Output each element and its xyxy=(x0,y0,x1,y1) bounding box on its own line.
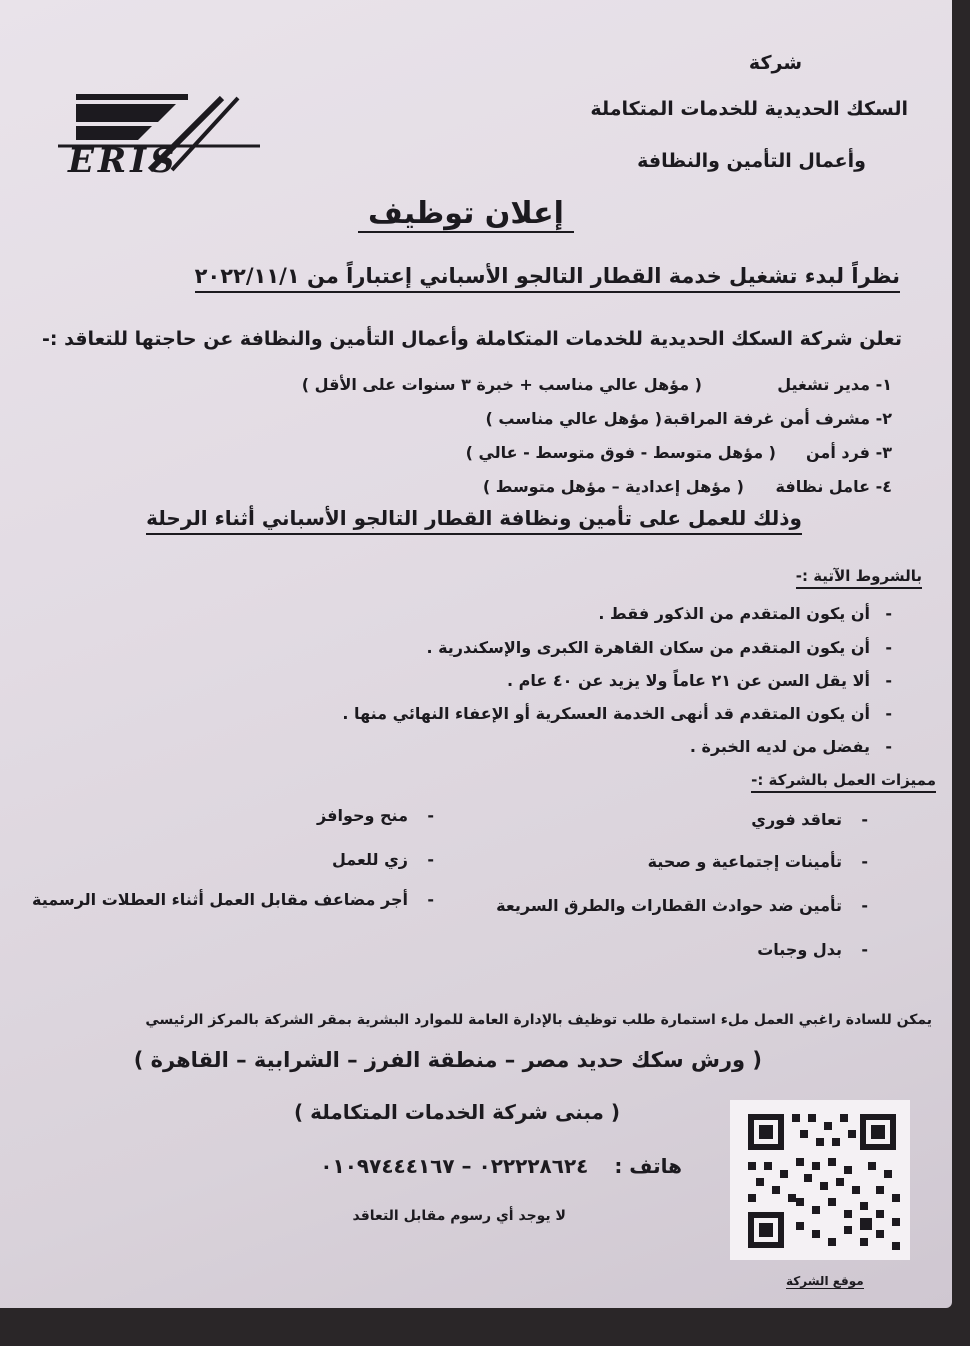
job-name: ٢- مشرف أمن غرفة المراقبة xyxy=(663,409,892,428)
conditions-title-text: بالشروط الآتية :- xyxy=(796,567,922,589)
benefit-text: تأمين ضد حوادث القطارات والطرق السريعة xyxy=(496,896,842,915)
benefit-text: زي للعمل xyxy=(331,850,408,869)
benefit-text: بدل وجبات xyxy=(757,940,842,959)
job-qualification: ( مؤهل عالي مناسب ) xyxy=(485,409,662,428)
job-qualification: ( مؤهل إعدادية – مؤهل متوسط ) xyxy=(482,477,744,496)
condition-item: -أن يكون المتقدم قد أنهى الخدمة العسكرية أو الإعفاء النهائي منها . xyxy=(342,704,892,723)
subheadline-text: نظراً لبدء تشغيل خدمة القطار التالجو الأسباني إعتباراً من ٢٠٢٢/١١/١ xyxy=(195,264,900,293)
job-qualification: ( مؤهل متوسط - فوق متوسط - عالي ) xyxy=(465,443,776,462)
eris-logo xyxy=(48,92,270,178)
qr-label: موقع الشركة xyxy=(786,1274,864,1288)
condition-text: أن يكون المتقدم قد أنهى الخدمة العسكرية أو الإعفاء النهائي منها . xyxy=(342,704,870,723)
phone-line xyxy=(320,1154,682,1178)
condition-item: -أن يكون المتقدم من الذكور فقط . xyxy=(598,604,892,623)
benefit-item: -زي للعمل xyxy=(331,850,434,869)
condition-text: أن يكون المتقدم من الذكور فقط . xyxy=(598,604,870,623)
benefit-text: تعاقد فوري xyxy=(751,810,842,829)
headline-text: إعلان توظيف xyxy=(358,196,574,233)
intro-text: تعلن شركة السكك الحديدية للخدمات المتكاملة وأعمال التأمين والنظافة عن حاجتها للتعاقد :- xyxy=(42,328,902,350)
benefit-text: تأمينات إجتماعية و صحية xyxy=(647,852,842,871)
benefit-item: -تأمين ضد حوادث القطارات والطرق السريعة xyxy=(496,896,868,915)
condition-text: يفضل من لديه الخبرة . xyxy=(689,737,870,756)
job-qualification: ( مؤهل عالي مناسب + خبرة ٣ سنوات على الأقل ) xyxy=(301,375,702,394)
job-item xyxy=(777,375,892,394)
no-fees-text: لا يوجد أي رسوم مقابل التعاقد xyxy=(352,1208,566,1224)
condition-text: ألا يقل السن عن ٢١ عاماً ولا يزيد عن ٤٠ عام . xyxy=(506,671,870,690)
benefit-item: -أجر مضاعف مقابل العمل أثناء العطلات الرسمية xyxy=(32,890,434,909)
benefit-item: -منح وحوافز xyxy=(317,806,434,825)
job-name: ٣- فرد أمن xyxy=(806,443,892,462)
job-name: ٤- عامل نظافة xyxy=(775,477,892,496)
company-line-3: وأعمال التأمين والنظافة xyxy=(637,150,866,172)
purpose-line xyxy=(146,506,802,530)
condition-item: -ألا يقل السن عن ٢١ عاماً ولا يزيد عن ٤٠ عام . xyxy=(506,671,892,690)
job-item xyxy=(663,409,892,428)
phone-label: هاتف : xyxy=(614,1154,682,1178)
company-line-1: شركة xyxy=(748,52,802,74)
job-item xyxy=(806,443,892,462)
eris-logo-text: ERIS xyxy=(68,141,179,178)
subheadline xyxy=(195,264,900,288)
benefit-text: منح وحوافز xyxy=(317,806,408,825)
address-text: ( ورش سكك حديد مصر – منطقة الفرز – الشرابية – القاهرة ) xyxy=(133,1048,762,1072)
benefit-text: أجر مضاعف مقابل العمل أثناء العطلات الرسمية xyxy=(32,890,408,909)
benefits-title xyxy=(751,770,936,789)
job-item xyxy=(776,477,892,496)
benefits-title-text: مميزات العمل بالشركة :- xyxy=(751,771,936,793)
benefit-item: -تأمينات إجتماعية و صحية xyxy=(647,852,868,871)
company-line-2: السكك الحديدية للخدمات المتكاملة xyxy=(590,98,908,120)
qr-code-icon xyxy=(730,1100,910,1260)
condition-item: -أن يكون المتقدم من سكان القاهرة الكبرى والإسكندرية . xyxy=(426,638,892,657)
headline xyxy=(0,196,952,231)
phone-numbers: ٠٢٢٢٢٨٦٢٤ – ٠١٠٩٧٤٤٤١٦٧ xyxy=(320,1154,589,1178)
conditions-title xyxy=(796,566,922,585)
condition-text: أن يكون المتقدم من سكان القاهرة الكبرى والإسكندرية . xyxy=(426,638,870,657)
benefit-item: -بدل وجبات xyxy=(757,940,868,959)
benefit-item: -تعاقد فوري xyxy=(751,810,868,829)
job-name: ١- مدير تشغيل xyxy=(777,375,892,394)
condition-item: -يفضل من لديه الخبرة . xyxy=(689,737,892,756)
apply-text: يمكن للسادة راغبي العمل ملء استمارة طلب توظيف بالإدارة العامة للموارد البشرية بمقر الشركة بالمركز الرئيسي xyxy=(145,1012,932,1028)
building-text: ( مبنى شركة الخدمات المتكاملة ) xyxy=(294,1100,620,1124)
purpose-text: وذلك للعمل على تأمين ونظافة القطار التالجو الأسباني أثناء الرحلة xyxy=(146,506,802,535)
